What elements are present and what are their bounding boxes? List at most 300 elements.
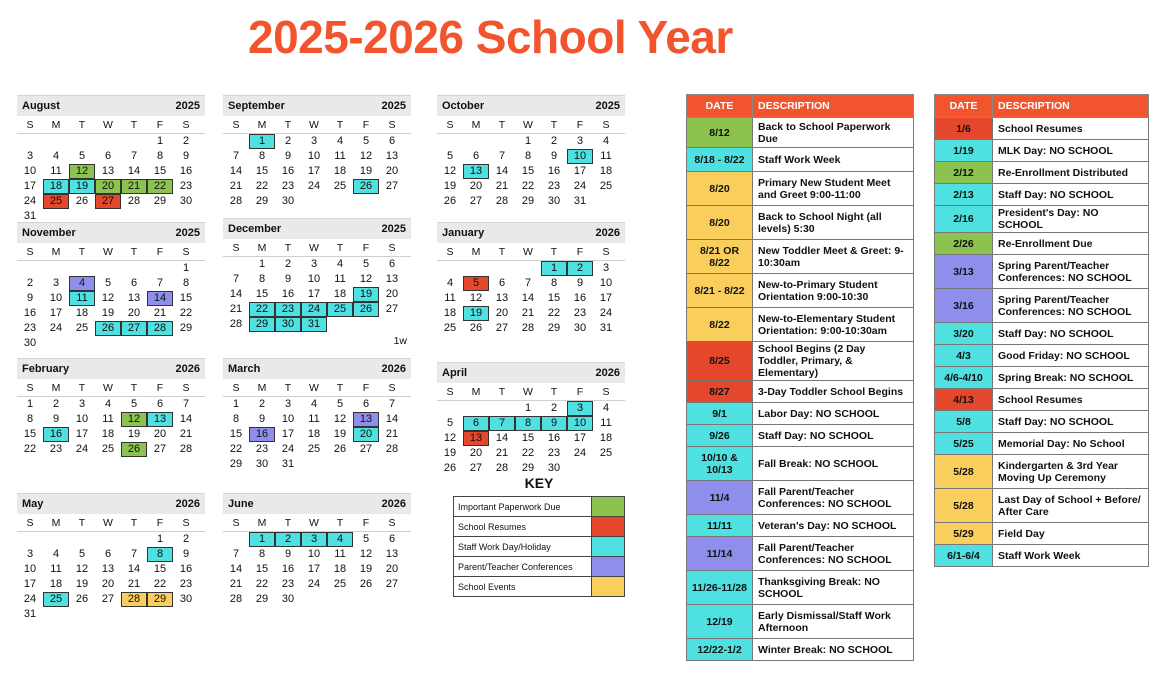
weekday-label: T (284, 242, 292, 254)
empty-day (95, 261, 121, 276)
calendar-day: 26 (75, 195, 89, 207)
calendar-day: 22 (255, 180, 269, 192)
weekday-label: W (523, 119, 533, 131)
calendar-day: 6 (388, 258, 396, 270)
event-row (687, 515, 914, 537)
calendar-day: 17 (49, 307, 63, 319)
calendar-day: 4 (310, 398, 318, 410)
calendar-day: 31 (573, 195, 587, 207)
calendar-day: 7 (130, 548, 138, 560)
weekday-label: W (103, 382, 113, 394)
month-year: 2025 (381, 223, 406, 235)
event-description: Good Friday: NO SCHOOL (993, 345, 1149, 367)
event-description: Back to School Night (all levels) 5:30 (753, 206, 914, 240)
calendar-day: 22 (153, 578, 167, 590)
event-description: MLK Day: NO SCHOOL (993, 140, 1149, 162)
weekday-label: F (362, 382, 370, 394)
calendar-day: 10 (281, 413, 295, 425)
weekday-label: T (336, 517, 344, 529)
weekday-label: T (78, 246, 86, 258)
month-name: November (22, 227, 76, 239)
calendar-day: 24 (301, 302, 327, 317)
key-label: School Events (454, 577, 592, 597)
empty-day (43, 261, 69, 276)
calendar-day: 22 (547, 307, 561, 319)
month-header (437, 362, 625, 383)
calendar-day: 5 (104, 277, 112, 289)
event-date: 9/1 (687, 403, 753, 425)
calendar-day: 16 (179, 165, 193, 177)
event-row (935, 323, 1149, 345)
calendar-day: 21 (121, 179, 147, 194)
calendar-day: 11 (102, 413, 114, 425)
calendar-day: 18 (599, 165, 613, 177)
calendar-day: 23 (179, 180, 193, 192)
weekday-label: S (26, 246, 34, 258)
weekday-label: W (103, 246, 113, 258)
empty-day (515, 261, 541, 276)
event-date: 11/11 (687, 515, 753, 537)
weekday-label: M (51, 382, 61, 394)
event-date: 12/22-1/2 (687, 639, 753, 661)
month-header (437, 95, 625, 116)
calendar-day: 10 (567, 416, 593, 431)
event-description: New Toddler Meet & Greet: 9-10:30am (753, 240, 914, 274)
key-title: KEY (524, 475, 554, 491)
calendar-day: 5 (362, 135, 370, 147)
event-row (687, 172, 914, 206)
calendar-day: 27 (359, 443, 373, 455)
calendar-day: 11 (334, 150, 346, 162)
event-description: Spring Parent/Teacher Conferences: NO SCHOOL (993, 289, 1149, 323)
month-header (223, 493, 411, 514)
event-row (935, 233, 1149, 255)
event-description: Field Day (993, 523, 1149, 545)
key-swatch (592, 537, 625, 557)
weekday-label: F (156, 119, 164, 131)
weekday-label: F (576, 119, 584, 131)
event-description: Primary New Student Meet and Greet 9:00-11:00 (753, 172, 914, 206)
empty-day (43, 134, 69, 149)
calendar-day: 15 (255, 563, 269, 575)
day-grid (223, 134, 411, 209)
weekday-label: T (130, 382, 138, 394)
calendar-day: 4 (336, 258, 344, 270)
calendar-day: 12 (121, 412, 147, 427)
day-grid (223, 257, 411, 332)
calendar-day: 25 (333, 180, 347, 192)
calendar-day: 17 (573, 432, 587, 444)
month-note: 1w (393, 335, 407, 347)
day-grid (17, 397, 205, 457)
calendar-day: 15 (229, 428, 243, 440)
month-name: May (22, 498, 44, 510)
calendar-day: 1 (26, 398, 34, 410)
calendar-day: 3 (602, 262, 610, 274)
month-header (17, 493, 205, 514)
calendar-day: 26 (443, 462, 457, 474)
calendar-day: 12 (469, 292, 483, 304)
event-date: 4/6-4/10 (935, 367, 993, 389)
empty-day (463, 134, 489, 149)
weekday-headers (17, 379, 205, 397)
calendar-day: 13 (495, 292, 509, 304)
calendar-day: 10 (75, 413, 89, 425)
empty-day (17, 532, 43, 547)
calendar-day: 9 (284, 273, 292, 285)
calendar-day: 9 (284, 548, 292, 560)
calendar-day: 2 (182, 135, 190, 147)
calendar-day: 13 (101, 563, 115, 575)
month-header (223, 95, 411, 116)
weekday-label: T (498, 119, 506, 131)
key-swatch (592, 497, 625, 517)
calendar-day: 30 (281, 195, 295, 207)
event-row (687, 537, 914, 571)
event-date: 1/19 (935, 140, 993, 162)
calendar-day: 15 (521, 165, 535, 177)
calendar-day: 3 (310, 135, 318, 147)
event-row (687, 206, 914, 240)
calendar-day: 2 (52, 398, 60, 410)
calendar-day: 19 (101, 307, 115, 319)
event-date: 8/21 - 8/22 (687, 274, 753, 308)
key-label: Important Paperwork Due (454, 497, 592, 517)
calendar-day: 30 (23, 337, 37, 349)
calendar-day: 6 (104, 548, 112, 560)
calendar-day: 8 (26, 413, 34, 425)
calendar-day: 27 (121, 321, 147, 336)
calendar-day: 22 (147, 179, 173, 194)
empty-day (121, 261, 147, 276)
month-9 (17, 493, 205, 622)
event-date: 4/13 (935, 389, 993, 411)
event-row (935, 455, 1149, 489)
calendar-day: 29 (229, 458, 243, 470)
calendar-day: 29 (147, 592, 173, 607)
month-name: February (22, 363, 70, 375)
description-header: DESCRIPTION (993, 95, 1149, 118)
event-row (687, 342, 914, 381)
calendar-day: 17 (281, 428, 295, 440)
day-grid (17, 532, 205, 622)
calendar-day: 21 (229, 303, 243, 315)
event-date: 8/12 (687, 118, 753, 148)
weekday-label: T (130, 119, 138, 131)
weekday-label: F (362, 119, 370, 131)
event-description: Staff Work Week (993, 545, 1149, 567)
calendar-day: 28 (385, 443, 399, 455)
calendar-day: 19 (359, 165, 373, 177)
calendar-day: 17 (75, 428, 89, 440)
calendar-day: 16 (547, 432, 561, 444)
event-row (935, 206, 1149, 233)
event-description: Re-Enrollment Due (993, 233, 1149, 255)
calendar-day: 20 (469, 447, 483, 459)
calendar-day: 17 (23, 578, 37, 590)
calendar-day: 2 (284, 135, 292, 147)
calendar-day: 14 (179, 413, 193, 425)
calendar-day: 27 (385, 303, 399, 315)
day-grid (17, 134, 205, 224)
month-6 (17, 358, 205, 457)
calendar-day: 27 (153, 443, 167, 455)
calendar-day: 28 (127, 195, 141, 207)
event-row (687, 148, 914, 172)
weekday-label: W (103, 119, 113, 131)
calendar-day: 23 (23, 322, 37, 334)
calendar-day: 1 (249, 134, 275, 149)
empty-day (69, 532, 95, 547)
calendar-day: 26 (75, 593, 89, 605)
weekday-label: T (78, 119, 86, 131)
weekday-label: S (232, 517, 240, 529)
weekday-label: S (388, 119, 396, 131)
key-swatch (592, 557, 625, 577)
calendar-day: 14 (127, 563, 141, 575)
event-description: Winter Break: NO SCHOOL (753, 639, 914, 661)
event-date: 4/3 (935, 345, 993, 367)
calendar-day: 7 (524, 277, 532, 289)
key-row (454, 577, 625, 597)
calendar-day: 28 (229, 195, 243, 207)
calendar-day: 6 (472, 150, 480, 162)
calendar-day: 30 (547, 462, 561, 474)
weekday-label: T (336, 382, 344, 394)
calendar-day: 4 (69, 276, 95, 291)
event-row (935, 489, 1149, 523)
calendar-day: 24 (307, 578, 321, 590)
weekday-headers (223, 514, 411, 532)
event-row (935, 184, 1149, 206)
calendar-day: 17 (599, 292, 613, 304)
calendar-day: 27 (95, 194, 121, 209)
calendar-day: 15 (255, 288, 269, 300)
calendar-day: 16 (249, 427, 275, 442)
event-row (687, 274, 914, 308)
calendar-day: 22 (23, 443, 37, 455)
calendar-day: 18 (333, 288, 347, 300)
calendar-day: 14 (385, 413, 399, 425)
calendar-day: 1 (524, 402, 532, 414)
weekday-label: W (309, 119, 319, 131)
calendar-day: 4 (602, 402, 610, 414)
weekday-label: T (284, 382, 292, 394)
calendar-day: 18 (43, 179, 69, 194)
calendar-day: 7 (232, 150, 240, 162)
calendar-day: 20 (127, 307, 141, 319)
event-date: 5/29 (935, 523, 993, 545)
event-date: 9/26 (687, 425, 753, 447)
event-date: 8/18 - 8/22 (687, 148, 753, 172)
calendar-day: 27 (469, 462, 483, 474)
day-grid (17, 261, 205, 351)
calendar-day: 7 (388, 398, 396, 410)
calendar-day: 31 (599, 322, 613, 334)
calendar-day: 2 (26, 277, 34, 289)
empty-day (17, 261, 43, 276)
weekday-headers (437, 243, 625, 261)
empty-day (121, 134, 147, 149)
calendar-day: 10 (567, 149, 593, 164)
month-3 (17, 222, 205, 351)
calendar-day: 20 (101, 578, 115, 590)
weekday-label: M (51, 246, 61, 258)
calendar-day: 17 (23, 180, 37, 192)
calendar-day: 15 (255, 165, 269, 177)
calendar-day: 29 (255, 593, 269, 605)
month-name: October (442, 100, 485, 112)
month-name: December (228, 223, 282, 235)
weekday-headers (223, 239, 411, 257)
calendar-day: 30 (573, 322, 587, 334)
month-10 (223, 493, 411, 607)
event-row (935, 367, 1149, 389)
event-date: 5/28 (935, 489, 993, 523)
calendar-day: 28 (147, 321, 173, 336)
calendar-day: 27 (101, 593, 115, 605)
month-2 (437, 95, 625, 209)
calendar-day: 31 (23, 608, 37, 620)
weekday-label: W (523, 386, 533, 398)
calendar-day: 7 (232, 548, 240, 560)
event-description: Veteran's Day: NO SCHOOL (753, 515, 914, 537)
calendar-day: 23 (281, 578, 295, 590)
calendar-day: 18 (333, 165, 347, 177)
event-date: 8/25 (687, 342, 753, 381)
calendar-day: 5 (78, 150, 86, 162)
month-header (223, 218, 411, 239)
calendar-day: 19 (463, 306, 489, 321)
calendar-day: 27 (495, 322, 509, 334)
weekday-headers (223, 116, 411, 134)
event-description: Staff Work Week (753, 148, 914, 172)
calendar-day: 22 (229, 443, 243, 455)
calendar-day: 7 (489, 416, 515, 431)
month-header (17, 95, 205, 116)
day-grid (437, 401, 625, 476)
event-row (687, 481, 914, 515)
calendar-day: 8 (550, 277, 558, 289)
event-description: Fall Break: NO SCHOOL (753, 447, 914, 481)
weekday-label: S (388, 517, 396, 529)
event-description: Fall Parent/Teacher Conferences: NO SCHOOL (753, 537, 914, 571)
day-grid (437, 134, 625, 209)
month-0 (17, 95, 205, 224)
calendar-day: 8 (258, 548, 266, 560)
event-date: 10/10 & 10/13 (687, 447, 753, 481)
event-description: President's Day: NO SCHOOL (993, 206, 1149, 233)
weekday-headers (17, 243, 205, 261)
weekday-label: M (471, 386, 481, 398)
calendar-day: 25 (327, 302, 353, 317)
weekday-label: T (336, 242, 344, 254)
calendar-day: 6 (388, 135, 396, 147)
calendar-day: 6 (130, 277, 138, 289)
key-table (453, 496, 625, 597)
event-description: Staff Day: NO SCHOOL (993, 184, 1149, 206)
calendar-day: 15 (179, 292, 193, 304)
calendar-day: 23 (179, 578, 193, 590)
event-row (935, 255, 1149, 289)
calendar-day: 26 (469, 322, 483, 334)
weekday-label: T (336, 119, 344, 131)
calendar-day: 18 (443, 307, 457, 319)
calendar-day: 20 (385, 288, 399, 300)
calendar-day: 7 (182, 398, 190, 410)
calendar-day: 29 (547, 322, 561, 334)
calendar-day: 9 (52, 413, 60, 425)
calendar-day: 2 (567, 261, 593, 276)
calendar-day: 23 (547, 180, 561, 192)
weekday-label: S (182, 246, 190, 258)
event-date: 5/8 (935, 411, 993, 433)
calendar-day: 31 (281, 458, 295, 470)
calendar-day: 12 (333, 413, 347, 425)
calendar-day: 21 (521, 307, 535, 319)
empty-day (463, 401, 489, 416)
event-description: Spring Break: NO SCHOOL (993, 367, 1149, 389)
calendar-day: 8 (515, 416, 541, 431)
calendar-day: 4 (52, 548, 60, 560)
calendar-day: 2 (258, 398, 266, 410)
calendar-day: 1 (156, 533, 164, 545)
calendar-day: 6 (104, 150, 112, 162)
empty-day (489, 261, 515, 276)
calendar-day: 16 (43, 427, 69, 442)
calendar-day: 23 (547, 447, 561, 459)
calendar-day: 10 (23, 165, 37, 177)
calendar-day: 18 (333, 563, 347, 575)
calendar-day: 22 (521, 180, 535, 192)
calendar-day: 27 (469, 195, 483, 207)
event-date: 5/28 (935, 455, 993, 489)
events-table-fall (686, 94, 914, 661)
event-row (935, 411, 1149, 433)
calendar-day: 7 (130, 150, 138, 162)
month-8 (437, 362, 625, 476)
month-1 (223, 95, 411, 209)
calendar-day: 31 (23, 210, 37, 222)
event-description: New-to-Primary Student Orientation 9:00-10:30 (753, 274, 914, 308)
calendar-day: 17 (307, 165, 321, 177)
calendar-day: 11 (334, 273, 346, 285)
event-date: 8/20 (687, 206, 753, 240)
calendar-day: 19 (353, 287, 379, 302)
weekday-label: M (257, 382, 267, 394)
calendar-day: 14 (147, 291, 173, 306)
calendar-day: 30 (281, 593, 295, 605)
month-year: 2025 (595, 100, 620, 112)
calendar-day: 5 (362, 533, 370, 545)
page-title: 2025-2026 School Year (248, 11, 733, 63)
empty-day (437, 261, 463, 276)
calendar-day: 24 (75, 443, 89, 455)
weekday-label: S (388, 382, 396, 394)
calendar-day: 23 (255, 443, 269, 455)
weekday-label: S (602, 119, 610, 131)
date-header: DATE (935, 95, 993, 118)
calendar-day: 18 (599, 432, 613, 444)
calendar-day: 26 (95, 321, 121, 336)
weekday-headers (437, 116, 625, 134)
weekday-label: F (156, 382, 164, 394)
event-date: 6/1-6/4 (935, 545, 993, 567)
calendar-day: 8 (258, 273, 266, 285)
calendar-day: 28 (495, 462, 509, 474)
calendar-day: 21 (153, 307, 167, 319)
calendar-day: 11 (600, 417, 612, 429)
